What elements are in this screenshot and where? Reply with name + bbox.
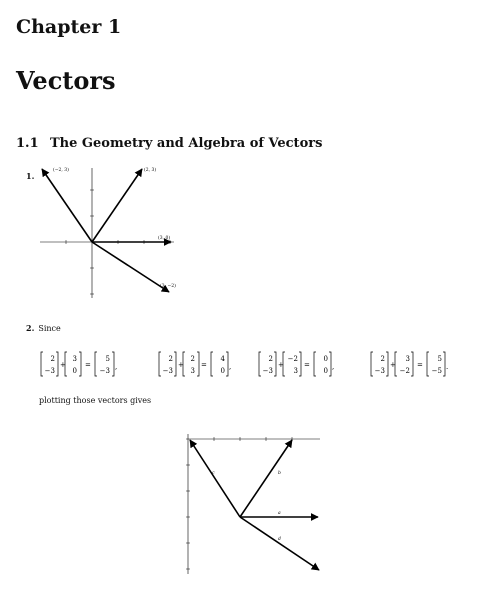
vector-label: d: [278, 537, 281, 542]
equation-4: [375, 355, 442, 375]
svg-text:=: =: [85, 361, 91, 369]
svg-text:4: 4: [220, 355, 225, 363]
svg-text:−3: −3: [374, 367, 385, 375]
tick-marks: [186, 437, 292, 569]
svg-text:0: 0: [220, 367, 225, 375]
equation-2: [163, 355, 226, 375]
svg-text:+: +: [60, 361, 66, 369]
vector-label: c: [212, 471, 215, 476]
vector-label: (−2, 3): [53, 168, 69, 173]
svg-text:5: 5: [437, 355, 442, 363]
svg-text:−3: −3: [262, 367, 273, 375]
svg-text:2: 2: [50, 355, 55, 363]
vector-arrow: [42, 169, 92, 242]
svg-text:3: 3: [190, 367, 195, 375]
exercise-2-number: 2.: [26, 323, 35, 333]
svg-text:0: 0: [72, 367, 77, 375]
chapter-label: Chapter 1: [16, 16, 122, 38]
svg-text:3: 3: [405, 355, 410, 363]
svg-text:−5: −5: [431, 367, 442, 375]
svg-text:.: .: [446, 363, 449, 371]
svg-text:2: 2: [380, 355, 385, 363]
svg-text:5: 5: [105, 355, 110, 363]
equation-1: [45, 355, 110, 375]
svg-text:−2: −2: [399, 367, 410, 375]
svg-text:3: 3: [293, 367, 298, 375]
section-heading: [16, 136, 322, 151]
exercise-1-figure: [36, 162, 176, 302]
plotting-text: plotting those vectors gives: [39, 396, 152, 405]
equations-row: [40, 350, 470, 380]
svg-text:2: 2: [190, 355, 195, 363]
svg-text:+: +: [390, 361, 396, 369]
svg-text:=: =: [201, 361, 207, 369]
svg-text:,: ,: [115, 363, 118, 371]
svg-text:,: ,: [332, 363, 335, 371]
vector-label: (2, 3): [144, 168, 157, 173]
svg-text:−2: −2: [287, 355, 298, 363]
svg-text:−3: −3: [44, 367, 55, 375]
svg-text:,: ,: [229, 363, 232, 371]
exercise-2-intro-text: Since: [38, 324, 61, 333]
svg-text:−3: −3: [99, 367, 110, 375]
vector-label: (3, −2): [160, 284, 176, 289]
exercise-2-intro: [26, 323, 61, 333]
vector-arrow: [92, 242, 169, 292]
axes: [40, 168, 174, 298]
exercise-1-number: 1.: [26, 171, 35, 181]
svg-text:0: 0: [323, 355, 328, 363]
svg-text:−3: −3: [162, 367, 173, 375]
vector-label: b: [278, 471, 281, 476]
svg-text:+: +: [278, 361, 284, 369]
svg-text:+: +: [178, 361, 184, 369]
svg-text:2: 2: [268, 355, 273, 363]
svg-text:2: 2: [168, 355, 173, 363]
chapter-title: Vectors: [16, 66, 116, 95]
vector-label: a: [278, 511, 281, 516]
equation-3: [263, 355, 328, 375]
vector-arrow: [190, 440, 240, 517]
vector-arrow: [240, 440, 292, 517]
exercise-2-figure: [176, 430, 326, 578]
section-title: The Geometry and Algebra of Vectors: [50, 136, 323, 151]
svg-text:0: 0: [323, 367, 328, 375]
svg-text:3: 3: [72, 355, 77, 363]
svg-text:=: =: [417, 361, 423, 369]
svg-text:=: =: [304, 361, 310, 369]
vector-label: (3, 0): [158, 236, 171, 241]
section-number: 1.1: [16, 136, 39, 151]
vector-arrow: [240, 517, 319, 570]
vector-arrow: [92, 169, 142, 242]
axes: [186, 434, 320, 574]
